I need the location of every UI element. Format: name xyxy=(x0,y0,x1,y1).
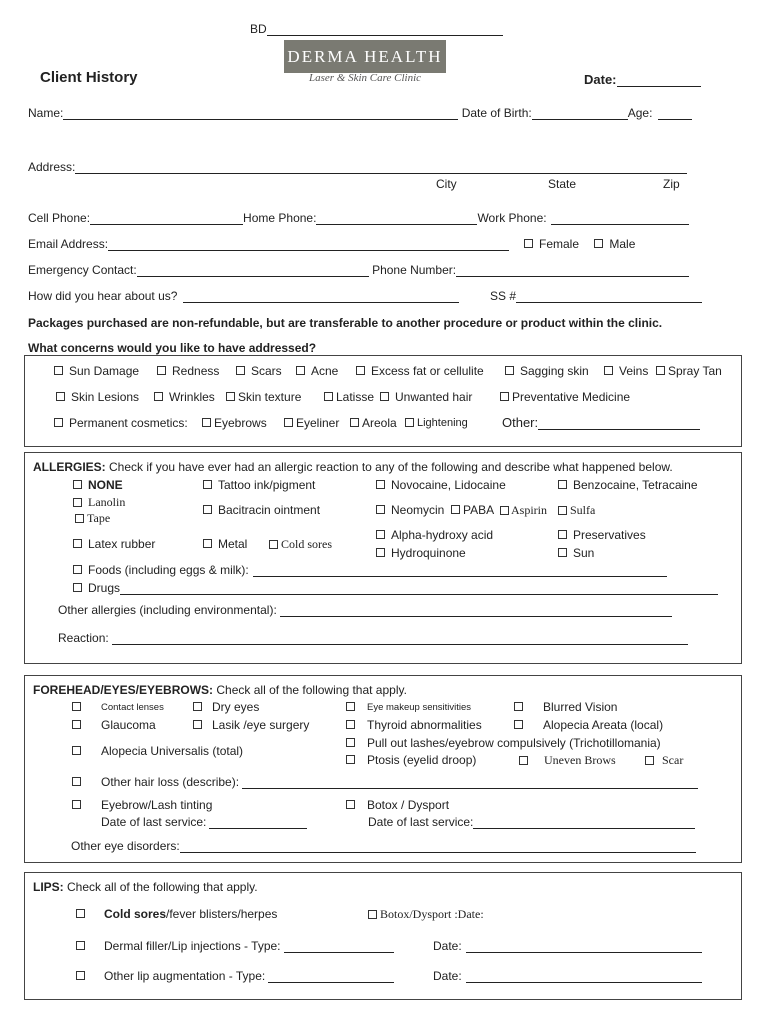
allergy-paba[interactable]: PABA xyxy=(451,503,494,517)
checkbox[interactable] xyxy=(193,720,202,729)
concern-lightening[interactable]: Lightening xyxy=(405,417,468,429)
eye-lasik[interactable]: Lasik /eye surgery xyxy=(193,718,309,732)
allergies-heading: ALLERGIES: xyxy=(33,460,106,474)
concern-skin-texture[interactable]: Skin texture xyxy=(226,390,301,404)
other-field[interactable] xyxy=(538,417,700,430)
checkbox[interactable] xyxy=(519,756,528,765)
address-field[interactable] xyxy=(75,161,687,174)
allergy-sulfa[interactable]: Sulfa xyxy=(558,503,595,518)
lips-botox[interactable]: Botox/Dysport :Date: xyxy=(368,907,484,922)
checkbox[interactable] xyxy=(324,392,333,401)
eye-tinting[interactable]: Eyebrow/Lash tinting xyxy=(72,798,212,812)
work-field[interactable] xyxy=(551,212,689,225)
checkbox[interactable] xyxy=(202,418,211,427)
checkbox[interactable] xyxy=(346,720,355,729)
concerns-heading: What concerns would you like to have addressed? xyxy=(28,341,317,355)
allergy-cold-sores[interactable]: Cold sores xyxy=(269,537,332,552)
eye-ptosis[interactable]: Ptosis (eyelid droop) xyxy=(346,753,476,767)
allergy-novocaine[interactable]: Novocaine, Lidocaine xyxy=(376,478,506,492)
hair-loss-field[interactable] xyxy=(242,776,698,789)
work-label: Work Phone: xyxy=(477,211,547,225)
concern-areola[interactable]: Areola xyxy=(350,416,397,430)
other-aug-type-field[interactable] xyxy=(268,970,394,983)
concern-wrinkles[interactable]: Wrinkles xyxy=(154,390,215,404)
checkbox[interactable] xyxy=(645,756,654,765)
allergy-sun[interactable]: Sun xyxy=(558,546,594,560)
other-eye-disorders-row xyxy=(71,839,696,853)
eye-uneven-brows[interactable]: Uneven Brows xyxy=(519,753,616,768)
emergency-field[interactable] xyxy=(137,264,369,277)
checkbox[interactable] xyxy=(356,366,365,375)
checkbox[interactable] xyxy=(54,418,63,427)
checkbox[interactable] xyxy=(284,418,293,427)
checkbox[interactable] xyxy=(56,392,65,401)
phone-row xyxy=(28,211,689,225)
allergy-alpha-hydroxy[interactable]: Alpha-hydroxy acid xyxy=(376,528,493,542)
checkbox[interactable] xyxy=(346,800,355,809)
allergy-latex[interactable]: Latex rubber xyxy=(73,537,155,551)
concern-acne[interactable]: Acne xyxy=(296,364,338,378)
filler-date-field[interactable] xyxy=(466,940,702,953)
ss-field[interactable] xyxy=(516,290,702,303)
concern-other xyxy=(502,415,700,430)
checkbox[interactable] xyxy=(157,366,166,375)
eye-dry-eyes[interactable]: Dry eyes xyxy=(193,700,259,714)
eye-scar[interactable]: Scar xyxy=(645,753,683,768)
allergy-tattoo[interactable]: Tattoo ink/pigment xyxy=(203,478,315,492)
checkbox[interactable] xyxy=(514,702,523,711)
checkbox[interactable] xyxy=(76,941,85,950)
checkbox[interactable] xyxy=(296,366,305,375)
concern-redness[interactable]: Redness xyxy=(157,364,219,378)
botox-date-field[interactable] xyxy=(473,816,695,829)
concern-excess-fat[interactable]: Excess fat or cellulite xyxy=(356,364,484,378)
checkbox[interactable] xyxy=(76,971,85,980)
allergy-neomycin[interactable]: Neomycin xyxy=(376,503,444,517)
allergy-none[interactable]: NONE xyxy=(73,478,123,492)
lips-cold-sores[interactable]: Cold sores/fever blisters/herpes xyxy=(76,907,277,921)
reaction-row xyxy=(58,631,688,645)
checkbox[interactable] xyxy=(380,392,389,401)
lips-heading: LIPS: xyxy=(33,880,64,894)
checkbox[interactable] xyxy=(558,480,567,489)
derma-health-logo: DERMA HEALTH xyxy=(284,40,446,73)
age-label: Age: xyxy=(627,106,653,120)
allergy-benzocaine[interactable]: Benzocaine, Tetracaine xyxy=(558,478,698,492)
other-aug-date-field[interactable] xyxy=(466,970,702,983)
name-field[interactable] xyxy=(63,107,458,120)
checkbox[interactable] xyxy=(203,505,212,514)
allergy-foods[interactable]: Foods (including eggs & milk): xyxy=(73,563,667,577)
tinting-date-field[interactable] xyxy=(209,816,307,829)
lips-header xyxy=(33,880,258,894)
checkbox[interactable] xyxy=(203,480,212,489)
checkbox[interactable] xyxy=(558,530,567,539)
phone-number-label: Phone Number: xyxy=(372,263,457,277)
allergy-lanolin[interactable]: Lanolin xyxy=(73,495,125,510)
allergy-metal[interactable]: Metal xyxy=(203,537,247,551)
allergy-hydroquinone[interactable]: Hydroquinone xyxy=(376,546,466,560)
tinting-last-service: Date of last service: xyxy=(101,815,307,829)
checkbox[interactable] xyxy=(376,480,385,489)
concern-latisse[interactable]: Latisse xyxy=(324,390,374,404)
eye-contact-lenses[interactable]: Contact lenses xyxy=(72,702,164,713)
checkbox[interactable] xyxy=(405,418,414,427)
concern-eyeliner[interactable]: Eyeliner xyxy=(284,416,339,430)
checkbox[interactable] xyxy=(73,565,82,574)
checkbox[interactable] xyxy=(226,392,235,401)
concern-sun-damage[interactable]: Sun Damage xyxy=(54,364,139,378)
checkbox[interactable] xyxy=(236,366,245,375)
eye-alopecia-universalis[interactable]: Alopecia Universalis (total) xyxy=(72,744,243,758)
allergy-drugs[interactable]: Drugs xyxy=(73,581,718,595)
female-label: Female xyxy=(539,237,580,251)
reaction-label: Reaction: xyxy=(58,631,109,645)
checkbox[interactable] xyxy=(73,539,82,548)
concern-skin-lesions[interactable]: Skin Lesions xyxy=(56,390,139,404)
phone-number-field[interactable] xyxy=(456,264,689,277)
home-label: Home Phone: xyxy=(243,211,317,225)
name-label: Name: xyxy=(28,106,64,120)
forehead-header xyxy=(33,683,407,697)
checkbox[interactable] xyxy=(558,506,567,515)
other-allergies-field[interactable] xyxy=(280,604,672,617)
foods-field[interactable] xyxy=(253,564,667,577)
botox-last-service: Date of last service: xyxy=(368,815,695,829)
lips-other-augmentation[interactable]: Other lip augmentation - Type: xyxy=(76,969,394,983)
other-allergies-label: Other allergies (including environmental): xyxy=(58,603,277,617)
checkbox[interactable] xyxy=(154,392,163,401)
checkbox[interactable] xyxy=(75,514,84,523)
allergy-aspirin[interactable]: Aspirin xyxy=(500,503,547,518)
checkbox[interactable] xyxy=(505,366,514,375)
checkbox[interactable] xyxy=(54,366,63,375)
forehead-heading: FOREHEAD/EYES/EYEBROWS: xyxy=(33,683,214,697)
male-checkbox[interactable] xyxy=(594,239,603,248)
other-eye-label: Other eye disorders: xyxy=(71,839,180,853)
logo-subtitle: Laser & Skin Care Clinic xyxy=(308,72,422,84)
checkbox[interactable] xyxy=(656,366,665,375)
hear-label: How did you hear about us? xyxy=(28,289,178,303)
concern-veins[interactable]: Veins xyxy=(604,364,648,378)
other-label: Other: xyxy=(502,415,539,430)
date-label: Date: xyxy=(584,72,617,87)
ss-row xyxy=(490,289,702,303)
eye-other-hair-loss[interactable]: Other hair loss (describe): xyxy=(72,775,698,789)
lips-dermal-filler[interactable]: Dermal filler/Lip injections - Type: xyxy=(76,939,394,953)
permanent-cosmetics-label: Permanent cosmetics: xyxy=(54,416,188,430)
checkbox[interactable] xyxy=(376,530,385,539)
zip-label: Zip xyxy=(663,177,680,191)
allergies-header xyxy=(33,460,673,474)
female-checkbox[interactable] xyxy=(524,239,533,248)
filler-date-row: Date: xyxy=(433,939,702,953)
cell-field[interactable] xyxy=(90,212,243,225)
emergency-label: Emergency Contact: xyxy=(28,263,137,277)
packages-note: Packages purchased are non-refundable, but are transferable to another procedure or product within the clinic. xyxy=(28,316,663,330)
other-aug-date-row: Date: xyxy=(433,969,702,983)
checkbox[interactable] xyxy=(72,800,81,809)
date-field[interactable] xyxy=(584,72,701,87)
checkbox[interactable] xyxy=(203,539,212,548)
concern-sagging-skin[interactable]: Sagging skin xyxy=(505,364,589,378)
email-row xyxy=(28,237,509,251)
concern-eyebrows[interactable]: Eyebrows xyxy=(202,416,267,430)
checkbox[interactable] xyxy=(376,505,385,514)
checkbox[interactable] xyxy=(72,777,81,786)
eye-blurred-vision[interactable]: Blurred Vision xyxy=(514,700,617,714)
checkbox[interactable] xyxy=(350,418,359,427)
age-field[interactable] xyxy=(658,107,692,120)
name-row xyxy=(28,106,692,120)
email-field[interactable] xyxy=(108,238,509,251)
address-row xyxy=(28,160,687,174)
allergies-intro: Check if you have ever had an allergic reaction to any of the following and describe what happened below. xyxy=(109,460,673,474)
concern-preventative-medicine[interactable]: Preventative Medicine xyxy=(500,390,630,404)
eye-pull-out-lashes[interactable]: Pull out lashes/eyebrow compulsively (Trichotillomania) xyxy=(346,736,661,750)
checkbox[interactable] xyxy=(514,720,523,729)
hear-row xyxy=(28,289,459,303)
checkbox[interactable] xyxy=(558,548,567,557)
allergy-preservatives[interactable]: Preservatives xyxy=(558,528,646,542)
other-eye-field[interactable] xyxy=(180,840,696,853)
checkbox[interactable] xyxy=(451,505,460,514)
checkbox[interactable] xyxy=(346,702,355,711)
concern-scars[interactable]: Scars xyxy=(236,364,282,378)
concern-spray-tan[interactable]: Spray Tan xyxy=(656,364,722,378)
checkbox[interactable] xyxy=(500,506,509,515)
other-allergies-row xyxy=(58,603,672,617)
cell-label: Cell Phone: xyxy=(28,211,91,225)
checkbox[interactable] xyxy=(346,755,355,764)
dob-label: Date of Birth: xyxy=(461,106,532,120)
checkbox[interactable] xyxy=(346,738,355,747)
email-label: Email Address: xyxy=(28,237,109,251)
checkbox[interactable] xyxy=(72,746,81,755)
checkbox[interactable] xyxy=(193,702,202,711)
hear-field[interactable] xyxy=(183,290,459,303)
allergy-tape[interactable]: Tape xyxy=(75,511,110,526)
concern-unwanted-hair[interactable]: Unwanted hair xyxy=(380,390,472,404)
eye-glaucoma[interactable]: Glaucoma xyxy=(72,718,156,732)
dob-field[interactable] xyxy=(532,107,628,120)
checkbox[interactable] xyxy=(73,498,82,507)
checkbox[interactable] xyxy=(368,910,377,919)
home-field[interactable] xyxy=(316,212,477,225)
reaction-field[interactable] xyxy=(112,632,688,645)
emergency-row xyxy=(28,263,689,277)
checkbox[interactable] xyxy=(73,583,82,592)
city-label: City xyxy=(436,177,457,191)
ss-label: SS # xyxy=(490,289,517,303)
checkbox[interactable] xyxy=(269,540,278,549)
bd-field[interactable] xyxy=(250,22,503,36)
checkbox[interactable] xyxy=(76,909,85,918)
checkbox[interactable] xyxy=(73,480,82,489)
checkbox[interactable] xyxy=(500,392,509,401)
checkbox[interactable] xyxy=(72,702,81,711)
eye-makeup-sensitivities[interactable]: Eye makeup sensitivities xyxy=(346,702,471,713)
male-label: Male xyxy=(609,237,636,251)
checkbox[interactable] xyxy=(604,366,613,375)
bd-label: BD xyxy=(250,22,267,36)
allergy-bacitracin[interactable]: Bacitracin ointment xyxy=(203,503,320,517)
forehead-intro: Check all of the following that apply. xyxy=(216,683,407,697)
eye-botox[interactable]: Botox / Dysport xyxy=(346,798,449,812)
checkbox[interactable] xyxy=(72,720,81,729)
state-label: State xyxy=(548,177,577,191)
lips-intro: Check all of the following that apply. xyxy=(67,880,258,894)
eye-thyroid[interactable]: Thyroid abnormalities xyxy=(346,718,482,732)
page-title: Client History xyxy=(40,69,138,86)
checkbox[interactable] xyxy=(376,548,385,557)
address-label: Address: xyxy=(28,160,76,174)
eye-alopecia-areata[interactable]: Alopecia Areata (local) xyxy=(514,718,663,732)
filler-type-field[interactable] xyxy=(284,940,394,953)
drugs-field[interactable] xyxy=(120,582,718,595)
gender-options xyxy=(524,237,635,251)
